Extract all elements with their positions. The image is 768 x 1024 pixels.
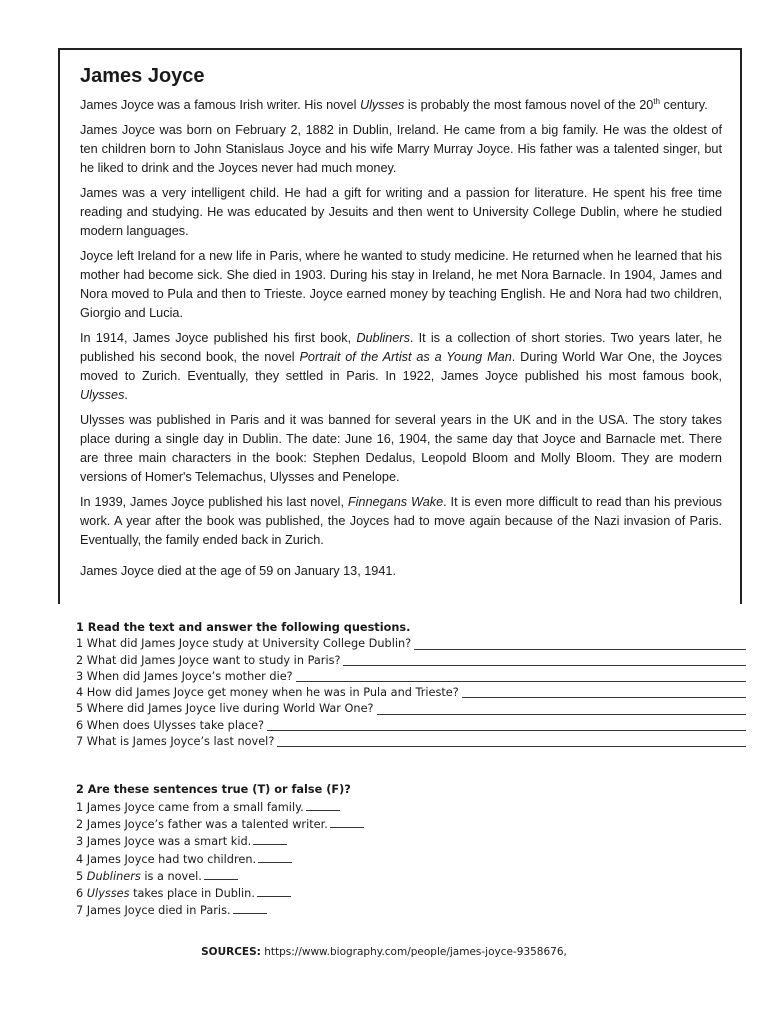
- paragraph-1: James Joyce was a famous Irish writer. His novel Ulysses is probably the most famous novel of the 20th century.: [80, 96, 708, 112]
- section-2: [76, 782, 746, 919]
- tf-statement-2: 2 James Joyce’s father was a talented writer.: [76, 816, 746, 833]
- paragraph-8: James Joyce died at the age of 59 on January 13, 1941.: [80, 564, 396, 578]
- article-title: James Joyce: [80, 65, 205, 87]
- answer-blank-5[interactable]: [377, 703, 746, 715]
- question-3: 3 When did James Joyce’s mother die?: [76, 669, 746, 685]
- paragraph-4: Joyce left Ireland for a new life in Paris, where he wanted to study medicine. He returned when he learned that his mother had become sick. She died in 1903. During his stay in Ireland, he met Nora Barnacle. In 1904, James and Nora moved to Pula and then to Trieste. Joyce earned money by teaching English. He and Nora had two children, Giorgio and Lucia.: [80, 249, 722, 320]
- tf-statement-5: 5 Dubliners is a novel.: [76, 868, 746, 885]
- tf-blank-1[interactable]: [306, 799, 340, 811]
- sources-label: SOURCES:: [201, 946, 261, 958]
- tf-blank-7[interactable]: [233, 902, 267, 914]
- tf-statement-7: 7 James Joyce died in Paris.: [76, 902, 746, 919]
- exercises: [76, 620, 746, 920]
- section-2-heading: 2 Are these sentences true (T) or false (F)?: [76, 783, 351, 797]
- paragraph-3: James was a very intelligent child. He had a gift for writing and a passion for literature. He spent his free time reading and studying. He was educated by Jesuits and then went to University College Dublin, where he studied modern languages.: [80, 186, 722, 238]
- sources-url[interactable]: https://www.biography.com/people/james-joyce-9358676,: [264, 946, 567, 958]
- tf-statement-6: 6 Ulysses takes place in Dublin.: [76, 885, 746, 902]
- answer-blank-6[interactable]: [267, 719, 746, 731]
- section-1-heading: 1 Read the text and answer the following questions.: [76, 621, 411, 634]
- tf-statement-3: 3 James Joyce was a smart kid.: [76, 833, 746, 850]
- answer-blank-2[interactable]: [343, 654, 746, 666]
- tf-statement-1: 1 James Joyce came from a small family.: [76, 799, 746, 816]
- paragraph-5: In 1914, James Joyce published his first book, Dubliners. It is a collection of short stories. Two years later, he published his second book, the novel Portrait of the Artist as a Young Man. During World War One, the Joyces moved to Zurich. Eventually, they settled in Paris. In 1922, James Joyce published his most famous book, Ulysses.: [80, 331, 722, 402]
- sources-line: [0, 946, 768, 958]
- tf-blank-3[interactable]: [253, 833, 287, 845]
- question-7: 7 What is James Joyce’s last novel?: [76, 734, 746, 750]
- paragraph-2: James Joyce was born on February 2, 1882 in Dublin, Ireland. He came from a big family. He was the oldest of ten children born to John Stanislaus Joyce and his wife Marry Murray Joyce. His father was a talented singer, but he liked to drink and the Joyces never had much money.: [80, 123, 722, 175]
- tf-blank-6[interactable]: [257, 885, 291, 897]
- tf-blank-5[interactable]: [204, 868, 238, 880]
- answer-blank-1[interactable]: [414, 638, 746, 650]
- tf-blank-2[interactable]: [330, 816, 364, 828]
- question-4: 4 How did James Joyce get money when he was in Pula and Trieste?: [76, 685, 746, 701]
- tf-blank-4[interactable]: [258, 851, 292, 863]
- tf-statement-4: 4 James Joyce had two children.: [76, 851, 746, 868]
- question-5: 5 Where did James Joyce live during World War One?: [76, 701, 746, 717]
- reading-passage: [58, 48, 742, 604]
- answer-blank-3[interactable]: [296, 670, 746, 682]
- question-1: 1 What did James Joyce study at University College Dublin?: [76, 636, 746, 652]
- paragraph-6: Ulysses was published in Paris and it was banned for several years in the UK and in the USA. The story takes place during a single day in Dublin. The date: June 16, 1904, the same day that Joyce and Barnacle met. There are three main characters in the book: Stephen Dedalus, Leopold Bloom and Molly Bloom. They are modern versions of Homer's Telemachus, Ulysses and Penelope.: [80, 413, 722, 484]
- answer-blank-4[interactable]: [462, 686, 746, 698]
- question-6: 6 When does Ulysses take place?: [76, 718, 746, 734]
- paragraph-7: In 1939, James Joyce published his last novel, Finnegans Wake. It is even more difficult to read than his previous work. A year after the book was published, the Joyces had to move again because of the Nazi invasion of Paris. Eventually, the family ended back in Zurich.: [80, 495, 722, 547]
- answer-blank-7[interactable]: [277, 735, 746, 747]
- question-2: 2 What did James Joyce want to study in Paris?: [76, 653, 746, 669]
